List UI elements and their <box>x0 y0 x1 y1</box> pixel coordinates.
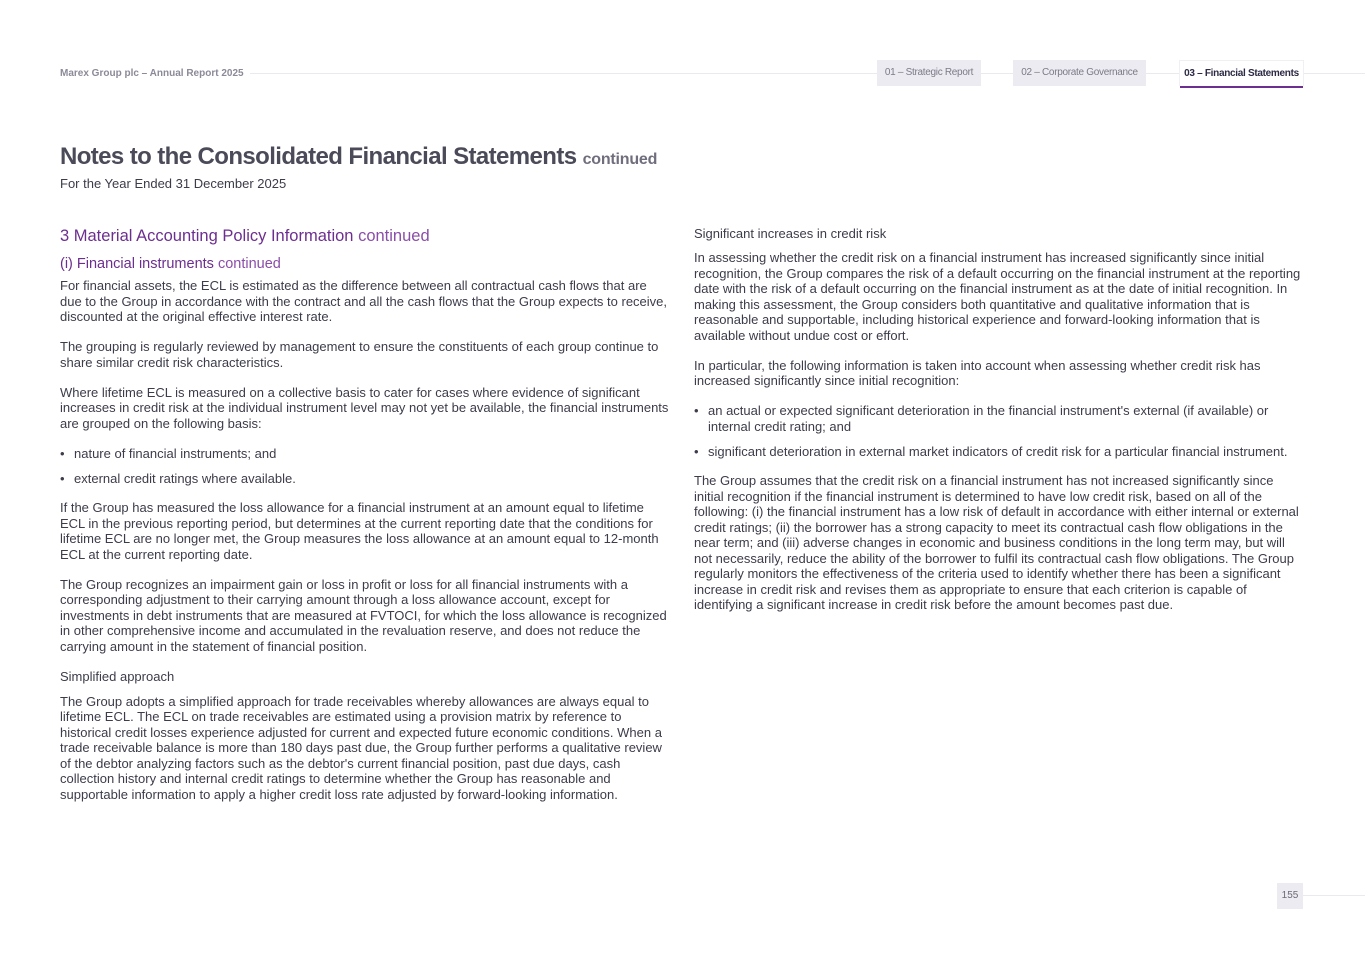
footer-rule <box>1303 895 1365 896</box>
paragraph: The grouping is regularly reviewed by management to ensure the constituents of each group continue to share similar credit risk characteristics. <box>60 339 659 370</box>
subsection-heading-continued: continued <box>217 256 281 272</box>
subsection-heading <box>60 254 672 274</box>
paragraph: The Group recognizes an impairment gain or loss in profit or loss for all financial instruments with a corresponding adjustment to their carrying amount through a loss allowance account, except for investments in debt instruments that are measured at FVTOCI, for which the loss allowance is recognized in other comprehensive income and accumulated in the revaluation reserve, and does not reduce the carrying amount in the statement of financial position. <box>60 576 667 654</box>
subsection-heading-text: (i) Financial instruments <box>60 256 214 272</box>
page-title <box>60 143 657 171</box>
section-heading-continued: continued <box>358 227 430 245</box>
report-title: Marex Group plc – Annual Report 2025 <box>60 68 250 79</box>
tab-corporate-governance[interactable]: 02 – Corporate Governance <box>1013 60 1146 86</box>
simplified-approach-heading: Simplified approach <box>60 668 175 684</box>
section-heading <box>60 225 672 247</box>
page-subtitle: For the Year Ended 31 December 2025 <box>60 176 287 191</box>
paragraph: Where lifetime ECL is measured on a collective basis to cater for cases where evidence of significant increases in credit risk at the individual instrument level may not yet be available, the financial instruments are grouped on the following basis: <box>60 384 669 431</box>
left-column <box>60 225 672 817</box>
credit-risk-heading: Significant increases in credit risk <box>694 226 887 241</box>
page-title-text: Notes to the Consolidated Financial Statements <box>60 143 577 170</box>
list-item: • significant deterioration in external market indicators of credit risk for a particular financial instrument. <box>694 444 1306 460</box>
paragraph: In assessing whether the credit risk on a financial instrument has increased significantly since initial recognition, the Group compares the risk of a default occurring on the financial instrument at the reporting date with the risk of a default occurring on the financial instrument as at the date of initial recognition. In making this assessment, the Group considers both quantitative and qualitative information that is reasonable and supportable, including historical experience and forward-looking information that is available without undue cost or effort. <box>694 250 1301 343</box>
page-title-continued: continued <box>582 151 658 168</box>
paragraph: For financial assets, the ECL is estimated as the difference between all contractual cash flows that are due to the Group in accordance with the contract and all the cash flows that the Group expects to receive, discounted at the original effective interest rate. <box>60 278 668 324</box>
list-item: • nature of financial instruments; and <box>60 446 672 462</box>
top-navigation <box>0 60 1365 88</box>
list-item: • external credit ratings where available. <box>60 471 672 487</box>
paragraph: If the Group has measured the loss allowance for a financial instrument at an amount equal to lifetime ECL in the previous reporting period, but determines at the current reporting date that the conditions for lifetime ECL are no longer met, the Group measures the loss allowance at an amount equal to 12-month ECL at the current reporting date. <box>60 500 659 562</box>
section-heading-text: 3 Material Accounting Policy Information <box>60 227 354 245</box>
right-column <box>694 225 1306 627</box>
tab-financial-statements[interactable]: 03 – Financial Statements <box>1179 60 1304 86</box>
paragraph: The Group assumes that the credit risk on a financial instrument has not increased significantly since initial recognition if the financial instrument is determined to have low credit risk, based on all of the following: (i) the financial instrument has a low risk of default in accordance with either internal or external credit ratings; (ii) the borrower has a strong capacity to meet its contractual cash flow obligations in the near term; and (iii) adverse changes in economic and business conditions in the long term may, but will not necessarily, reduce the ability of the borrower to fulfil its contractual cash flow obligations. The Group regularly monitors the effectiveness of the criteria used to identify whether there has been a significant increase in credit risk and revises them as appropriate to ensure that each criterion is capable of identifying a significant increase in credit risk before the amount becomes past due. <box>694 473 1299 612</box>
tab-strategic-report[interactable]: 01 – Strategic Report <box>877 60 981 86</box>
paragraph: The Group adopts a simplified approach for trade receivables whereby allowances are always equal to lifetime ECL. The ECL on trade receivables are estimated using a provision matrix by reference to historical credit losses experience adjusted for current and expected future economic conditions. When a trade receivable balance is more than 180 days past due, the Group further performs a qualitative review of the debtor analyzing factors such as the debtor's current financial position, past due days, cash collection history and internal credit ratings to determine whether the Group has reasonable and supportable information to apply a higher credit loss rate adjusted by forward-looking information. <box>60 693 662 802</box>
list-item: • an actual or expected significant deterioration in the financial instrument's external (if available) or internal credit rating; and <box>694 403 1306 434</box>
page-number: 155 <box>1277 883 1303 909</box>
bullet-list <box>60 446 672 487</box>
paragraph: In particular, the following information is taken into account when assessing whether credit risk has increased significantly since initial recognition: <box>694 357 1261 388</box>
bullet-list <box>694 403 1306 459</box>
